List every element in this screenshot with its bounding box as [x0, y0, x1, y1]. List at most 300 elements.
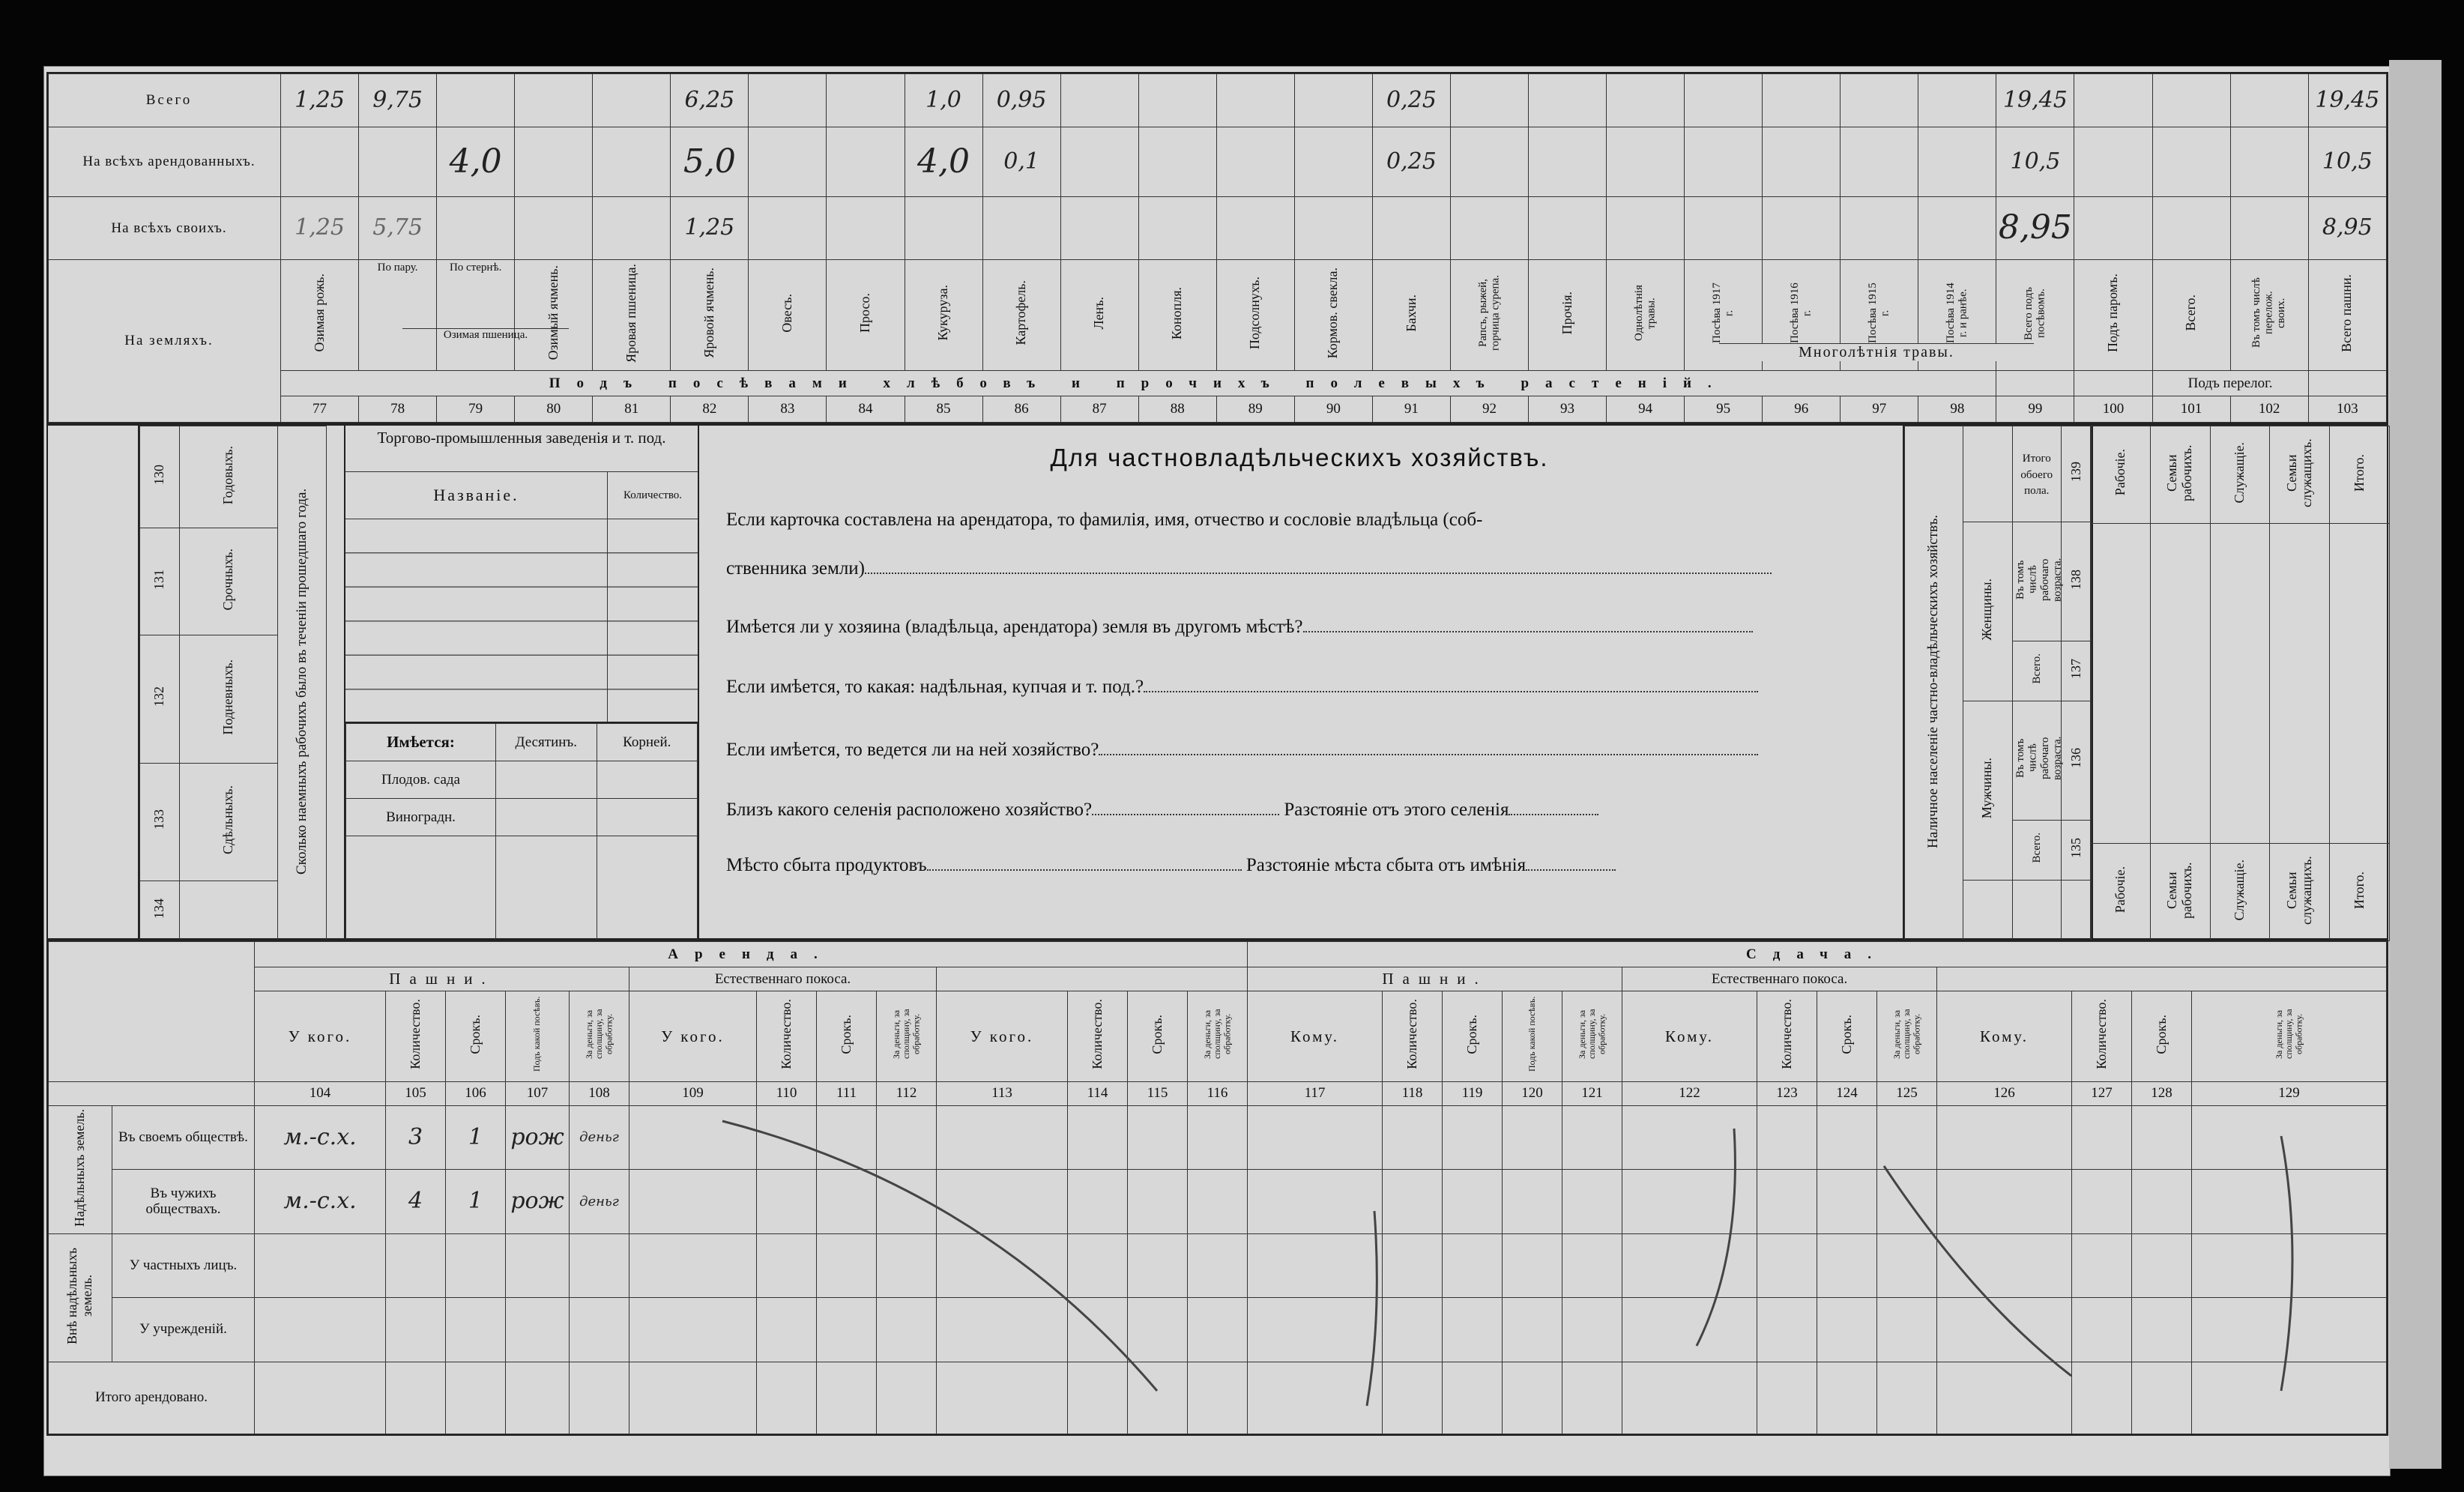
workers-header: Рабочіе.: [2091, 426, 2151, 524]
question-market: Мѣсто сбыта продуктовъ: [726, 855, 927, 875]
answer-line[interactable]: [927, 854, 1242, 871]
cell: [1937, 1170, 2072, 1233]
col-num: 95: [1685, 396, 1763, 422]
cell: [1622, 1298, 1757, 1362]
cell: [346, 836, 496, 940]
cell: [1607, 74, 1685, 127]
cell: [1068, 1233, 1128, 1297]
trade-name-header: Названіе.: [345, 472, 608, 519]
question-land-type: Если имѣется, то какая: надѣльная, купчая и т. под.?: [726, 677, 1144, 697]
answer-line[interactable]: [1303, 616, 1753, 632]
col-header-86: Картофель.: [982, 259, 1060, 371]
cell: [1963, 880, 2013, 940]
cell: [1562, 1170, 1622, 1233]
cell: [597, 799, 698, 836]
col-header-102: Въ томъ числѣ перелож. своих.: [2230, 259, 2308, 371]
cell: [671, 74, 749, 127]
cell: [1216, 197, 1294, 259]
cell: [1757, 1170, 1817, 1233]
women-working-age: Въ томъ числѣ рабочаго возраста.: [2012, 522, 2062, 641]
col-num: 90: [1294, 396, 1372, 422]
vne-group: Внѣ надѣльныхъ земель.: [49, 1233, 112, 1362]
cell: [1841, 127, 1918, 197]
cell: [597, 761, 698, 799]
cell: [496, 761, 597, 799]
lease-col-header-123: Количество.: [1757, 991, 1817, 1082]
cell: [2152, 127, 2230, 197]
answer-line[interactable]: [1526, 854, 1616, 871]
cell: [1138, 127, 1216, 197]
cell: [1918, 74, 1996, 127]
row-label: У учрежденій.: [112, 1298, 255, 1362]
cell: [1383, 1170, 1443, 1233]
lease-col-num: 113: [937, 1081, 1068, 1105]
cell: [386, 1233, 446, 1297]
page-edge: [2389, 60, 2442, 1469]
cell: [2072, 1233, 2132, 1297]
col-header-93: Прочія.: [1529, 259, 1607, 371]
lease-col-header-122: Кому.: [1622, 991, 1757, 1082]
cell: [749, 127, 827, 197]
row-total: [49, 74, 2387, 127]
lease-col-header-121: За деньги, за сполщину, за обработку.: [1562, 991, 1622, 1082]
cell: [1068, 1298, 1128, 1362]
cell: [1068, 1362, 1128, 1434]
col-num: 131: [140, 528, 180, 635]
col-num: 91: [1372, 396, 1450, 422]
question-village-distance: Разстояніе отъ этого селенія: [1284, 800, 1509, 820]
cell: [2132, 1362, 2192, 1434]
cell: [1372, 127, 1450, 197]
cell: [446, 1233, 506, 1297]
lease-col-header-112: За деньги, за сполщину, за обработку.: [877, 991, 937, 1082]
cell: [1383, 1233, 1443, 1297]
cell: [1443, 1362, 1503, 1434]
cell: [937, 1105, 1068, 1169]
lease-col-headers: [49, 991, 2387, 1082]
cell: [629, 1170, 757, 1233]
lease-col-header-124: Срокъ.: [1817, 991, 1877, 1082]
cell: [506, 1362, 570, 1434]
cell: [1817, 1170, 1877, 1233]
cell: [827, 197, 905, 259]
lease-col-num: 118: [1383, 1081, 1443, 1105]
cell: [2091, 524, 2151, 844]
cell: [1248, 1105, 1383, 1169]
answer-line[interactable]: [865, 558, 1772, 574]
cell: [2132, 1170, 2192, 1233]
cell: [1248, 1298, 1383, 1362]
col-num: 99: [1996, 396, 2074, 422]
cell: [2192, 1170, 2387, 1233]
lease-col-header-115: Срокъ.: [1128, 991, 1188, 1082]
cell: [1817, 1298, 1877, 1362]
cell: [757, 1362, 817, 1434]
private-farm-questions: [696, 426, 1903, 941]
col-header-84: Просо.: [827, 259, 905, 371]
cell: [570, 1298, 629, 1362]
cell: [2012, 880, 2062, 940]
cell: [2230, 74, 2308, 127]
cell: [1562, 1362, 1622, 1434]
cell: [1877, 1233, 1937, 1297]
cell: [1294, 74, 1372, 127]
col-header-101: Всего.: [2152, 259, 2230, 371]
col-num: 77: [281, 396, 359, 422]
lease-col-num: 119: [1443, 1081, 1503, 1105]
row-label: Въ своемъ обществѣ.: [112, 1105, 255, 1169]
handwriting: 8,95: [1998, 208, 2072, 247]
lease-col-header-127: Количество.: [2072, 991, 2132, 1082]
handwriting: 1,0: [925, 86, 961, 113]
handwriting: 10,5: [2010, 148, 2061, 175]
top-table: [46, 72, 2388, 424]
lease-col-header-113: У кого.: [937, 991, 1068, 1082]
pop-num: 138: [2062, 522, 2092, 641]
cell: [1450, 74, 1528, 127]
col-header-79: По стернѣ.: [437, 259, 515, 371]
cell: [1529, 197, 1607, 259]
cell: [437, 197, 515, 259]
pop-num: 136: [2062, 701, 2092, 820]
lease-col-header-105: Количество.: [386, 991, 446, 1082]
cell: [1607, 197, 1685, 259]
question-owner: Если карточка составлена на арендатора, то фамилія, имя, отчество и сословіе владѣльца (соб-: [726, 510, 1483, 530]
sdacha-pokos: Естественнаго покоса.: [1622, 967, 1937, 991]
cell: [629, 1233, 757, 1297]
cell: [1443, 1170, 1503, 1233]
lease-col-num: 117: [1248, 1081, 1383, 1105]
workers-families-header: Семьи рабочихъ.: [2150, 426, 2210, 524]
cell: [1757, 1233, 1817, 1297]
cell: [877, 1298, 937, 1362]
cell: [2132, 1233, 2192, 1297]
col-header-90: Кормов. свекла.: [1294, 259, 1372, 371]
cell: [1503, 1362, 1562, 1434]
cell: [1937, 1233, 2072, 1297]
cell: [1138, 74, 1216, 127]
handwriting: 0,25: [1386, 86, 1437, 113]
cell: деньг: [570, 1105, 629, 1169]
cell: [593, 197, 671, 259]
col-header-78: По пару.: [359, 259, 437, 371]
cell: [982, 74, 1060, 127]
question-owner-cont: ственника земли): [726, 558, 865, 579]
col-num: 100: [2074, 396, 2152, 422]
col-header-95: Посѣва 1917 г.: [1685, 259, 1763, 371]
cell: [496, 799, 597, 836]
cell: [1529, 74, 1607, 127]
lease-row-own-society: [49, 1105, 2387, 1169]
cell: [817, 1170, 877, 1233]
cell: 1: [446, 1170, 506, 1233]
cell: [2230, 127, 2308, 197]
col-num: 79: [437, 396, 515, 422]
lease-col-header-109: У кого.: [629, 991, 757, 1082]
col-num: 93: [1529, 396, 1607, 422]
cell: [1607, 127, 1685, 197]
cell: [515, 127, 593, 197]
cell: [1188, 1298, 1248, 1362]
crops-table: [48, 73, 2387, 423]
col-num: 84: [827, 396, 905, 422]
lease-row-other-society: [49, 1170, 2387, 1233]
cell: [2132, 1105, 2192, 1169]
cell: [1918, 127, 1996, 197]
lease-col-num: 106: [446, 1081, 506, 1105]
lease-col-num: 122: [1622, 1081, 1757, 1105]
cell: [2152, 74, 2230, 127]
cell: [2150, 524, 2210, 844]
lease-col-header-116: За деньги, за сполщину, за обработку.: [1188, 991, 1248, 1082]
answer-line[interactable]: [1509, 799, 1598, 815]
cell: [1562, 1105, 1622, 1169]
row-own: [49, 197, 2387, 259]
men-total: Всего.: [2012, 820, 2062, 880]
cell: [1128, 1362, 1188, 1434]
men-working-age: Въ томъ числѣ рабочаго возраста.: [2012, 701, 2062, 820]
cell: м.-с.х.: [255, 1170, 386, 1233]
lease-col-num: 107: [506, 1081, 570, 1105]
lease-col-header-128: Срокъ.: [2132, 991, 2192, 1082]
col-num: 130: [140, 426, 180, 528]
cell: [593, 127, 671, 197]
sdacha-header: Сдача.: [1248, 942, 2387, 967]
cell: [937, 1298, 1068, 1362]
cell: [1529, 127, 1607, 197]
col-header-83: Овесъ.: [749, 259, 827, 371]
cell: [1937, 967, 2387, 991]
cell: 4: [386, 1170, 446, 1233]
women-label: Женщины.: [1963, 522, 2013, 701]
crops-band: Подъ посѣвами хлѣбовъ и прочихъ полевыхъ растеній.: [281, 371, 1996, 396]
lease-col-header-108: За деньги, за сполщину, за обработку.: [570, 991, 629, 1082]
cell: [2072, 1170, 2132, 1233]
lease-col-num: 104: [255, 1081, 386, 1105]
total-footer: Итого.: [2330, 844, 2390, 941]
col-num: 86: [982, 396, 1060, 422]
cell: [2230, 197, 2308, 259]
col-num: 83: [749, 396, 827, 422]
cell: [1877, 1298, 1937, 1362]
cell: [593, 74, 671, 127]
lease-col-num: 114: [1068, 1081, 1128, 1105]
cell: [1877, 1170, 1937, 1233]
handwriting: 1,25: [295, 214, 345, 241]
cell: рож: [506, 1170, 570, 1233]
ozimaya-subhead: Озимая пшеница.: [402, 328, 569, 342]
nadel-group: Надѣльныхъ земель.: [49, 1105, 112, 1233]
lease-col-num: 108: [570, 1081, 629, 1105]
cell: [937, 967, 1248, 991]
cell: [281, 74, 359, 127]
lease-col-header-110: Количество.: [757, 991, 817, 1082]
cell: [1383, 1298, 1443, 1362]
col-num: 97: [1841, 396, 1918, 422]
col-label: [180, 881, 278, 941]
cell: [817, 1105, 877, 1169]
row-label: На всѣхъ арендованныхъ.: [49, 127, 281, 197]
col-num: 80: [515, 396, 593, 422]
lease-table: [48, 941, 2387, 1434]
handwriting: 9,75: [372, 86, 423, 113]
cell: [2308, 197, 2386, 259]
cell: [817, 1298, 877, 1362]
cell: [937, 1170, 1068, 1233]
hired-workers: [138, 426, 327, 941]
has-label: Имѣется:: [346, 724, 496, 761]
cell: [2330, 524, 2390, 844]
col-header-103: Всего пашни.: [2308, 259, 2386, 371]
col-header-98: Посѣва 1914 г. и ранѣе.: [1918, 259, 1996, 371]
col-num: 88: [1138, 396, 1216, 422]
cell: [671, 197, 749, 259]
cell: [2152, 197, 2230, 259]
cell: [817, 1362, 877, 1434]
handwriting: 19,45: [2315, 86, 2380, 113]
men-label: Мужчины.: [1963, 701, 2013, 880]
cell: [1622, 1233, 1757, 1297]
cell: [1248, 1170, 1383, 1233]
cell: [49, 1081, 255, 1105]
workers-families-footer: Семьи рабочихъ.: [2150, 844, 2210, 941]
col-num: 89: [1216, 396, 1294, 422]
col-header-96: Посѣва 1916 г.: [1763, 259, 1841, 371]
cell: [1841, 197, 1918, 259]
cell: [1937, 1362, 2072, 1434]
cell: [1562, 1298, 1622, 1362]
cell: [1060, 74, 1138, 127]
cell: [255, 1233, 386, 1297]
lease-col-header-126: Кому.: [1937, 991, 2072, 1082]
cell: [757, 1170, 817, 1233]
handwriting: 4,0: [917, 142, 970, 181]
cell: [1188, 1233, 1248, 1297]
cell: [1817, 1362, 1877, 1434]
trade-qty-header: Количество.: [623, 489, 683, 501]
cell: [982, 127, 1060, 197]
cell: [1757, 1362, 1817, 1434]
cell: [1918, 197, 1996, 259]
handwriting: 8,95: [2322, 214, 2373, 241]
col-num: 101: [2152, 396, 2230, 422]
cell: [255, 1362, 386, 1434]
cell: [1060, 197, 1138, 259]
pop-num: 135: [2062, 820, 2092, 880]
col-header-89: Подсолнухъ.: [1216, 259, 1294, 371]
arenda-header: Аренда.: [255, 942, 1248, 967]
cell: [359, 197, 437, 259]
col-header-100: Подъ паромъ.: [2074, 259, 2152, 371]
cell: [1937, 1105, 2072, 1169]
cell: [515, 74, 593, 127]
cell: [1841, 74, 1918, 127]
col-num: 85: [905, 396, 982, 422]
cell: [2062, 880, 2092, 940]
row-label: Въ чужихъ обществахъ.: [112, 1170, 255, 1233]
cell: [2192, 1362, 2387, 1434]
cell: [2072, 1362, 2132, 1434]
cell: [1685, 197, 1763, 259]
cell: [1757, 1298, 1817, 1362]
lease-col-numbers: [49, 1081, 2387, 1105]
cell: [1068, 1105, 1128, 1169]
col-header-99: Всего подъ посѣвомъ.: [1996, 259, 2074, 371]
private-farm-title: Для частновладѣльческихъ хозяйствъ.: [1050, 444, 1549, 471]
lease-col-num: 112: [877, 1081, 937, 1105]
lease-col-num: 129: [2192, 1081, 2387, 1105]
cell: [817, 1233, 877, 1297]
cell: [1383, 1362, 1443, 1434]
arenda-pokos: Естественнаго покоса.: [629, 967, 937, 991]
cell: [749, 197, 827, 259]
cell: [49, 942, 255, 1082]
row-label: У частныхъ лицъ.: [112, 1233, 255, 1297]
cell: [1216, 74, 1294, 127]
cell: [1685, 74, 1763, 127]
cell: [2074, 127, 2152, 197]
cell: [570, 1362, 629, 1434]
col-num: 81: [593, 396, 671, 422]
handwriting: 0,95: [996, 86, 1047, 113]
cell: [1763, 74, 1841, 127]
col-label: Годовыхъ.: [180, 426, 278, 528]
cell: [437, 74, 515, 127]
row-label: Всего: [49, 74, 281, 127]
col-num: 103: [2308, 396, 2386, 422]
answer-line[interactable]: [1099, 739, 1758, 755]
answer-line[interactable]: [1092, 799, 1279, 815]
cell: [1188, 1170, 1248, 1233]
cell: [1128, 1170, 1188, 1233]
cell: [2072, 1105, 2132, 1169]
workers-caption: Сколько наемныхъ рабочихъ было въ теченіи прошедшаго года.: [278, 426, 327, 941]
question-market-distance: Разстояніе мѣста сбыта отъ имѣнія: [1245, 855, 1527, 875]
col-header-88: Конопля.: [1138, 259, 1216, 371]
total-both-label: Итого обоего пола.: [2012, 426, 2062, 522]
cell: [1294, 197, 1372, 259]
workers-footer: Рабочіе.: [2091, 844, 2151, 941]
cell: [2072, 1298, 2132, 1362]
cell: [757, 1298, 817, 1362]
col-num: 92: [1450, 396, 1528, 422]
cell: [2270, 524, 2330, 844]
cell: [1622, 1105, 1757, 1169]
trade-header: Торгово-промышленныя заведенія и т. под.: [345, 426, 698, 472]
row-label: Итого арендовано.: [49, 1362, 255, 1434]
cell: [1450, 127, 1528, 197]
col-num: 87: [1060, 396, 1138, 422]
cell: [496, 836, 597, 940]
row-rented: [49, 127, 2387, 197]
lease-col-num: 110: [757, 1081, 817, 1105]
lease-col-num: 105: [386, 1081, 446, 1105]
population-block: [1903, 426, 2093, 941]
cell: [1996, 197, 2074, 259]
cell: [1443, 1298, 1503, 1362]
cell: [1996, 371, 2074, 396]
cell: [1188, 1362, 1248, 1434]
handwriting: 19,45: [2002, 86, 2068, 113]
cell: [506, 1298, 570, 1362]
cell: рож: [506, 1105, 570, 1169]
cell: [1757, 1105, 1817, 1169]
cell: [629, 1105, 757, 1169]
cell: [1763, 197, 1841, 259]
answer-line[interactable]: [1144, 676, 1758, 692]
cell: [1503, 1105, 1562, 1169]
cell: [1443, 1233, 1503, 1297]
